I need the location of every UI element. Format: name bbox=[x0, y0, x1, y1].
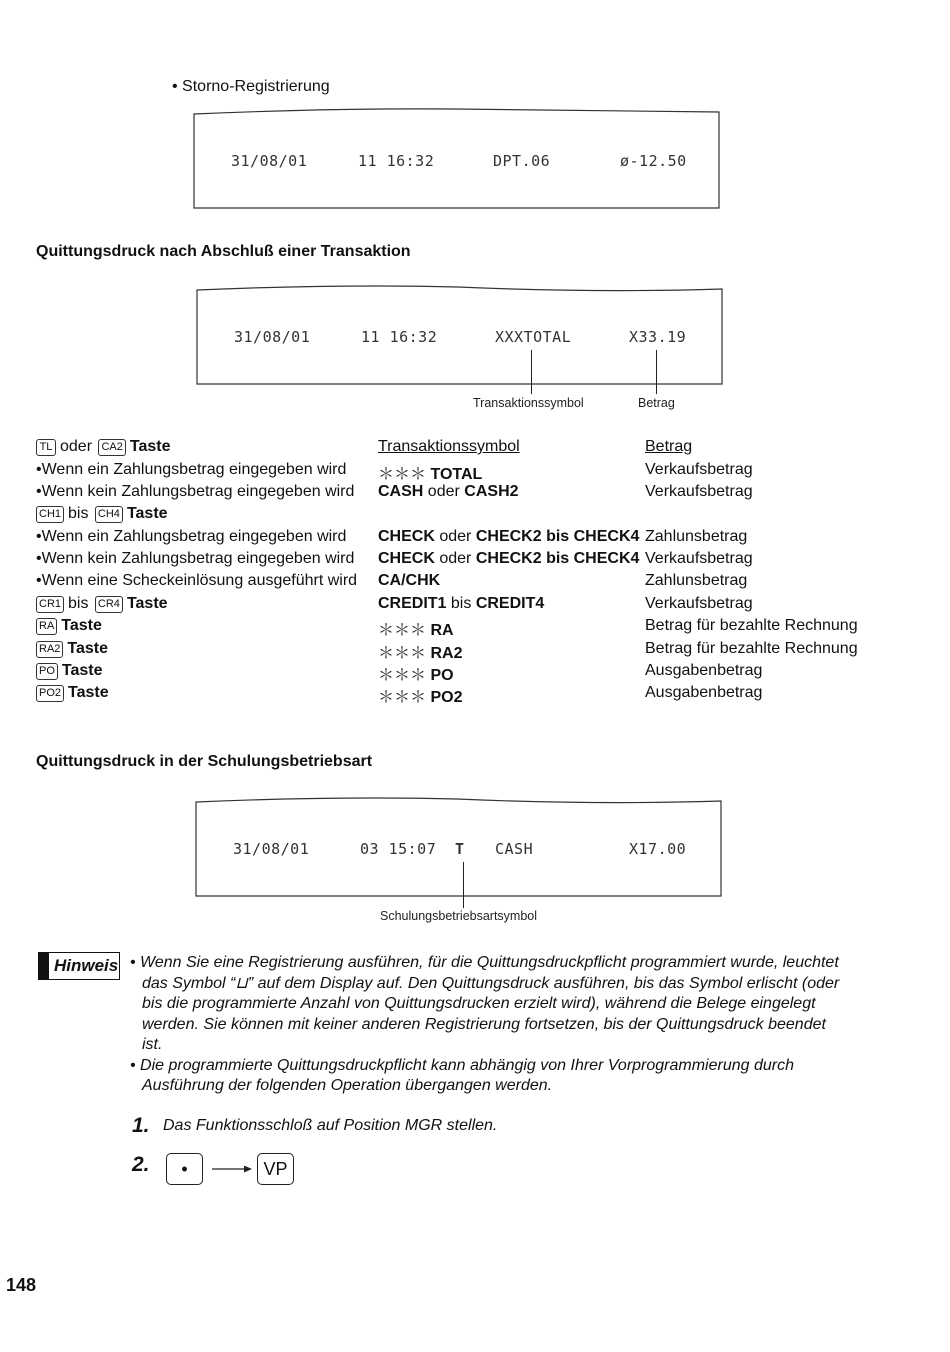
step-2-number: 2. bbox=[132, 1153, 150, 1176]
row-amount: Ausgabenbetrag bbox=[645, 662, 763, 679]
taste-label: Taste bbox=[126, 505, 168, 522]
key-po2: PO2 bbox=[36, 685, 64, 702]
symbol: CA/CHK bbox=[378, 572, 441, 589]
key-dot: • bbox=[166, 1153, 203, 1185]
table-row bbox=[36, 505, 916, 527]
connector: oder bbox=[439, 550, 472, 567]
symbol: CREDIT1 bbox=[378, 595, 447, 612]
table-row bbox=[36, 461, 916, 483]
taste-label: Taste bbox=[67, 640, 109, 657]
hinweis-label: Hinweis bbox=[54, 956, 119, 975]
receipt-date: 31/08/01 bbox=[231, 152, 308, 170]
row-amount: Verkaufsbetrag bbox=[645, 483, 753, 500]
hinweis-paragraph-1: • Wenn Sie eine Registrierung ausführen, für die Quittungsdruckpflicht programmiert wurde, leuchtet das Symbol “⊔” auf dem Display auf. Den Quittungsdruck ausführen, bis das Symbol erlischt (oder bis die programmierte Anzahl von Quittungsdrucken erzielt wird), während die Belege eingelegt werden. Sie können mit keiner anderen Registrierung fortsetzen, bis der Quittungsdruck beendet ist. bbox=[130, 954, 840, 1053]
symbol: CHECK2 bis CHECK4 bbox=[475, 528, 640, 545]
table-row bbox=[36, 617, 916, 639]
receipt-symbol: XXXTOTAL bbox=[495, 328, 572, 346]
table-row bbox=[36, 483, 916, 505]
storno-receipt bbox=[193, 108, 721, 209]
symbol: CASH bbox=[378, 483, 424, 500]
section-heading-training: Quittungsdruck in der Schulungsbetriebsart bbox=[36, 753, 373, 770]
stars: ＊＊＊ bbox=[378, 645, 427, 662]
symbol: PO2 bbox=[430, 689, 463, 706]
receipt-amount: X17.00 bbox=[629, 840, 687, 858]
table-row bbox=[36, 684, 916, 706]
key-cr1: CR1 bbox=[36, 596, 64, 613]
arrow-right-icon bbox=[212, 1164, 252, 1174]
key-ch4: CH4 bbox=[95, 506, 123, 523]
taste-label: Taste bbox=[126, 595, 168, 612]
transaction-receipt bbox=[196, 284, 724, 386]
receipt-date: 31/08/01 bbox=[234, 328, 311, 346]
stars: ＊＊＊ bbox=[378, 689, 427, 706]
bis-text: bis bbox=[68, 505, 89, 522]
callout-line-symbol bbox=[531, 350, 532, 394]
row-amount: Zahlunsbetrag bbox=[645, 572, 748, 589]
table-header-row bbox=[36, 438, 916, 460]
symbol: PO bbox=[430, 667, 454, 684]
connector: oder bbox=[439, 528, 472, 545]
taste-label: Taste bbox=[61, 662, 103, 679]
callout-amount: Betrag bbox=[638, 396, 675, 410]
callout-line-amount bbox=[656, 350, 657, 394]
symbol: RA2 bbox=[430, 645, 463, 662]
column-header-amount: Betrag bbox=[645, 438, 693, 455]
column-header-symbol: Transaktionssymbol bbox=[378, 438, 520, 455]
symbol: CASH2 bbox=[464, 483, 519, 500]
symbol: CHECK2 bis CHECK4 bbox=[475, 550, 640, 567]
key-ch1: CH1 bbox=[36, 506, 64, 523]
hinweis-bar bbox=[39, 953, 49, 979]
key-ra: RA bbox=[36, 618, 57, 635]
page-number: 148 bbox=[6, 1275, 37, 1295]
symbol: CHECK bbox=[378, 550, 435, 567]
callout-training-symbol: Schulungsbetriebsartsymbol bbox=[380, 909, 538, 923]
row-amount: Zahlunsbetrag bbox=[645, 528, 748, 545]
hinweis-notes bbox=[130, 953, 850, 1097]
taste-label: Taste bbox=[129, 438, 171, 455]
row-condition: •Wenn kein Zahlungsbetrag eingegeben wird bbox=[36, 550, 355, 567]
row-amount: Betrag für bezahlte Rechnung bbox=[645, 617, 858, 634]
receipt-amount: ø-12.50 bbox=[620, 152, 687, 170]
taste-label: Taste bbox=[68, 684, 109, 701]
row-condition: •Wenn ein Zahlungsbetrag eingegeben wird bbox=[36, 461, 347, 478]
receipt-training-symbol: T bbox=[455, 840, 465, 858]
row-amount: Verkaufsbetrag bbox=[645, 550, 753, 567]
stars: ＊＊＊ bbox=[378, 667, 427, 684]
key-ca2: CA2 bbox=[98, 439, 125, 456]
connector: oder bbox=[427, 483, 460, 500]
receipt-symbol: CASH bbox=[495, 840, 534, 858]
key-tl: TL bbox=[36, 439, 56, 456]
row-condition: •Wenn kein Zahlungsbetrag eingegeben wird bbox=[36, 483, 355, 500]
key-po: PO bbox=[36, 663, 58, 680]
callout-line-training bbox=[463, 862, 464, 908]
stars: ＊＊＊ bbox=[378, 622, 427, 639]
training-receipt bbox=[195, 796, 723, 898]
receipt-time: 11 16:32 bbox=[361, 328, 438, 346]
stars: ＊＊＊ bbox=[378, 466, 427, 483]
receipt-dept: DPT.06 bbox=[493, 152, 551, 170]
row-amount: Ausgabenbetrag bbox=[645, 684, 763, 701]
receipt-time: 11 16:32 bbox=[358, 152, 435, 170]
step-1-text: Das Funktionsschloß auf Position MGR stellen. bbox=[163, 1117, 498, 1134]
symbol: RA bbox=[430, 622, 454, 639]
table-row bbox=[36, 572, 916, 594]
connector: bis bbox=[450, 595, 472, 612]
symbol: CREDIT4 bbox=[475, 595, 545, 612]
table-header-keys bbox=[36, 438, 171, 456]
row-amount: Verkaufsbetrag bbox=[645, 461, 753, 478]
table-row bbox=[36, 640, 916, 662]
hinweis-paragraph-2: • Die programmierte Quittungsdruckpflicht kann abhängig von Ihrer Vorprogrammierung durch Ausführung der folgenden Operation übergangen werden. bbox=[130, 1056, 794, 1094]
row-amount: Betrag für bezahlte Rechnung bbox=[645, 640, 858, 657]
key-vp: VP bbox=[257, 1153, 294, 1185]
row-amount: Verkaufsbetrag bbox=[645, 595, 753, 612]
table-row bbox=[36, 528, 916, 550]
receipt-amount: X33.19 bbox=[629, 328, 687, 346]
section-heading-transaction: Quittungsdruck nach Abschluß einer Transaktion bbox=[36, 243, 411, 260]
or-text: oder bbox=[60, 438, 93, 455]
hinweis-badge bbox=[38, 952, 120, 980]
row-condition: •Wenn eine Scheckeinlösung ausgeführt wird bbox=[36, 572, 358, 589]
taste-label: Taste bbox=[61, 617, 102, 634]
table-row bbox=[36, 662, 916, 684]
table-row bbox=[36, 550, 916, 572]
table-row bbox=[36, 595, 916, 617]
storno-title: • Storno-Registrierung bbox=[172, 78, 330, 95]
step-1-number: 1. bbox=[132, 1114, 150, 1137]
receipt-date: 31/08/01 bbox=[233, 840, 310, 858]
bis-text: bis bbox=[68, 595, 89, 612]
symbol: CHECK bbox=[378, 528, 435, 545]
callout-transaction-symbol: Transaktionssymbol bbox=[473, 396, 584, 410]
key-cr4: CR4 bbox=[95, 596, 123, 613]
row-condition: •Wenn ein Zahlungsbetrag eingegeben wird bbox=[36, 528, 347, 545]
receipt-time: 03 15:07 bbox=[360, 840, 437, 858]
symbol: TOTAL bbox=[430, 466, 483, 483]
key-ra2: RA2 bbox=[36, 641, 63, 658]
